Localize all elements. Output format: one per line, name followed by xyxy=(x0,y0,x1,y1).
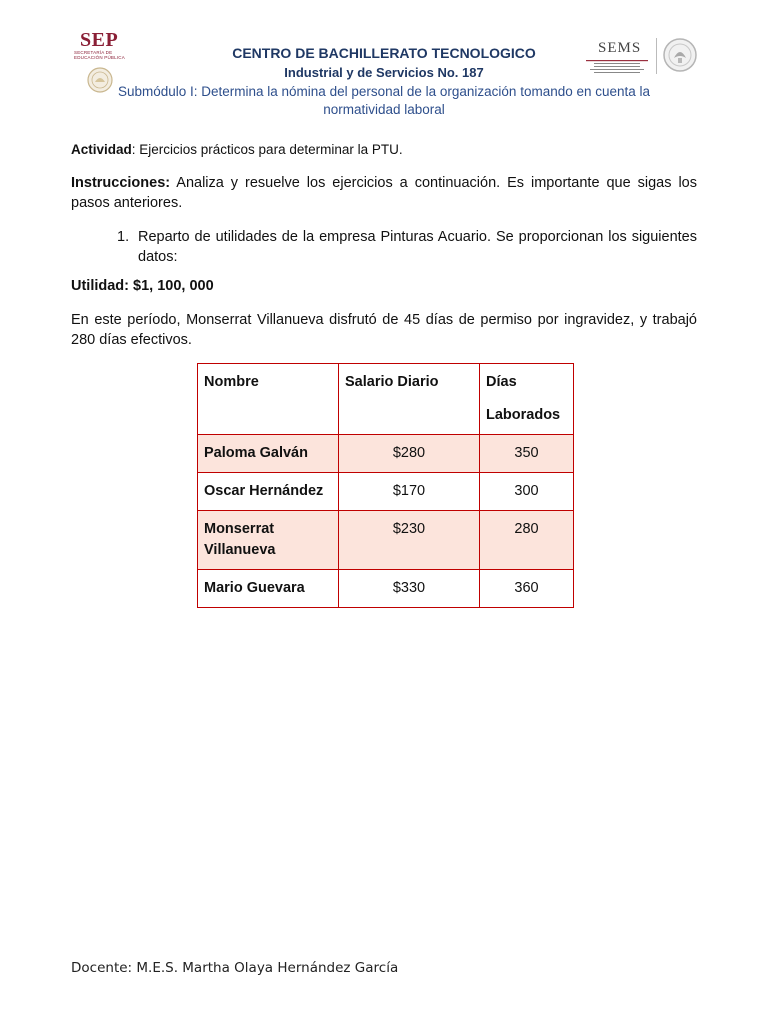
cell-salary: $170 xyxy=(339,473,480,511)
cell-salary: $230 xyxy=(339,511,480,570)
table-row xyxy=(198,435,574,473)
cell-days: 360 xyxy=(480,570,574,608)
cell-name: Paloma Galván xyxy=(198,435,339,473)
cell-salary: $330 xyxy=(339,570,480,608)
table-row xyxy=(198,473,574,511)
activity-line xyxy=(71,140,697,160)
submodule-title: Submódulo I: Determina la nómina del personal de la organización tomando en cuenta la normatividad laboral xyxy=(117,84,651,117)
header-name: Nombre xyxy=(198,364,339,435)
instructions-paragraph xyxy=(71,173,697,213)
cell-name-line-1: Monserrat xyxy=(204,521,275,537)
school-subtitle: Industrial y de Servicios No. 187 xyxy=(284,65,484,80)
employee-table xyxy=(197,363,574,608)
sep-logo-subtitle-1: SECRETARÍA DE xyxy=(74,50,113,55)
cell-name-line-2: Villanueva xyxy=(204,542,276,558)
cell-name: Mario Guevara xyxy=(198,570,339,608)
table-row xyxy=(198,511,574,570)
cell-name xyxy=(198,511,339,570)
sep-logo-word: SEP xyxy=(80,29,119,51)
activity-text: : Ejercicios prácticos para determinar la PTU. xyxy=(131,142,403,157)
cell-days: 280 xyxy=(480,511,574,570)
cell-days: 350 xyxy=(480,435,574,473)
list-item-number: 1. xyxy=(117,229,130,245)
utility-amount: Utilidad: $1, 100, 000 xyxy=(71,278,214,294)
sems-logo-word: SEMS xyxy=(598,40,642,56)
list-item xyxy=(117,227,697,267)
header-days xyxy=(480,364,574,435)
cell-days: 300 xyxy=(480,473,574,511)
school-title: CENTRO DE BACHILLERATO TECNOLOGICO xyxy=(232,45,536,61)
cell-salary: $280 xyxy=(339,435,480,473)
instructions-text: Analiza y resuelve los ejercicios a continuación. Es importante que sigas los pasos anteriores. xyxy=(71,175,697,211)
activity-label: Actividad xyxy=(71,142,132,157)
period-paragraph: En este período, Monserrat Villanueva disfrutó de 45 días de permiso por ingravidez, y trabajó 280 días efectivos. xyxy=(71,312,697,348)
table-header-row xyxy=(198,364,574,435)
list-item-text: Reparto de utilidades de la empresa Pinturas Acuario. Se proporcionan los siguientes datos: xyxy=(138,229,697,265)
cell-name: Oscar Hernández xyxy=(198,473,339,511)
header-salary: Salario Diario xyxy=(339,364,480,435)
table-row xyxy=(198,570,574,608)
instructions-label: Instrucciones: xyxy=(71,175,171,191)
header-days-line-1: Días xyxy=(486,374,517,390)
sep-logo-subtitle-2: EDUCACIÓN PÚBLICA xyxy=(74,55,125,60)
header-days-line-2: Laborados xyxy=(486,407,561,423)
footer-teacher: Docente: M.E.S. Martha Olaya Hernández García xyxy=(71,960,399,976)
